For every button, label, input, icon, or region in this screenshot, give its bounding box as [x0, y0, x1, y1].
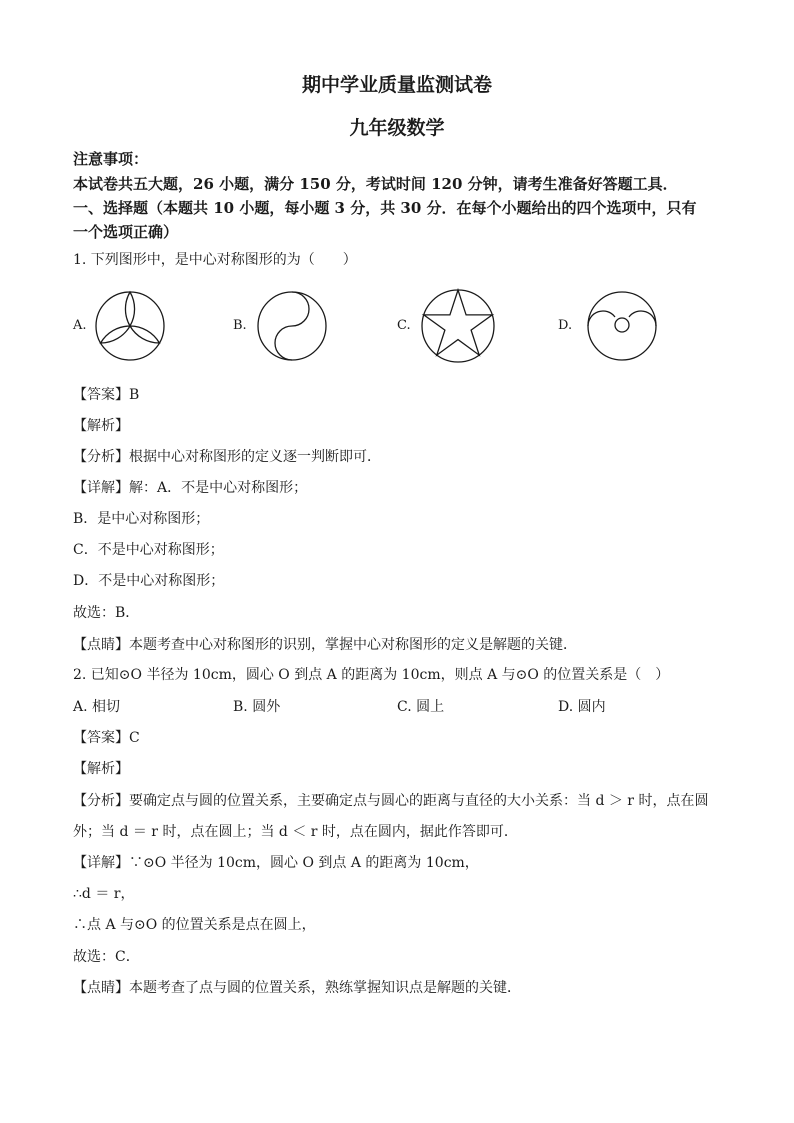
q2-option-d: D. 圆内: [558, 699, 606, 715]
right-arc: [629, 311, 656, 326]
q1-option-c-figure: [420, 288, 496, 364]
q2-stem: 2. 已知⊙O 半径为 10cm，圆心 O 到点 A 的距离为 10cm，则点 A 与⊙O 的位置关系是（ ）: [73, 667, 670, 683]
q2-option-c: C. 圆上: [397, 699, 445, 715]
q2-choice: 故选：C．: [73, 949, 140, 965]
q1-option-c-label: C.: [397, 318, 411, 333]
q2-answer: 【答案】C: [73, 730, 140, 746]
section1-line2: 一个选项正确）: [73, 223, 179, 241]
petal-top: [125, 292, 134, 326]
q1-dianjing: 【点睛】本题考查中心对称图形的识别，掌握中心对称图形的定义是解题的关键．: [73, 637, 577, 653]
s-curve: [275, 292, 309, 360]
q1-fenxi: 【分析】根据中心对称图形的定义逐一判断即可．: [73, 449, 381, 465]
petal-right: [130, 326, 159, 343]
notice-line: 本试卷共五大题，26 小题，满分 150 分，考试时间 120 分钟，请考生准备好答题工具．: [73, 175, 678, 193]
q2-option-a: A. 相切: [73, 699, 121, 715]
section1-line1: 一、选择题（本题共 10 小题，每小题 3 分，共 30 分．在每个小题给出的四个选项中，只有: [73, 199, 697, 217]
left-arc: [588, 311, 615, 326]
q2-option-b: B. 圆外: [233, 699, 281, 715]
outer-circle: [422, 290, 494, 362]
q1-option-d-figure: [586, 290, 658, 362]
q2-step2: ∴点 A 与⊙O 的位置关系是点在圆上，: [73, 917, 316, 933]
q1-option-d-label: D.: [558, 318, 573, 333]
q1-option-c-judgement: C．不是中心对称图形；: [73, 542, 224, 558]
small-circle: [615, 318, 629, 332]
notice-heading: 注意事项：: [73, 150, 149, 168]
q2-xiangjie: 【详解】∵⊙O 半径为 10cm，圆心 O 到点 A 的距离为 10cm，: [73, 855, 479, 871]
petal-left: [101, 326, 130, 343]
q1-choice: 故选：B．: [73, 605, 140, 621]
q2-fenxi-line2: 外；当 d ＝ r 时，点在圆上；当 d ＜ r 时，点在圆内，据此作答即可．: [73, 824, 518, 840]
q2-analysis-head: 【解析】: [73, 761, 129, 777]
q2-dianjing: 【点睛】本题考查了点与圆的位置关系，熟练掌握知识点是解题的关键．: [73, 980, 521, 996]
q1-option-b-figure: [256, 290, 328, 362]
q2-fenxi-line1: 【分析】要确定点与圆的位置关系，主要确定点与圆心的距离与直径的大小关系：当 d ＞ r 时，点在圆: [73, 793, 709, 809]
q1-option-a-label: A.: [73, 318, 87, 333]
page-subtitle: 九年级数学: [349, 117, 445, 139]
q1-xiangjie: 【详解】解：A．不是中心对称图形；: [73, 480, 308, 496]
q1-answer: 【答案】B: [73, 387, 140, 403]
q1-analysis-head: 【解析】: [73, 418, 129, 434]
outer-circle: [588, 292, 656, 360]
q1-option-d-judgement: D．不是中心对称图形；: [73, 573, 225, 589]
q1-option-b-judgement: B．是中心对称图形；: [73, 511, 210, 527]
q2-step1: ∴d ＝ r，: [73, 886, 135, 902]
q1-option-a-figure: [94, 290, 166, 362]
page-title: 期中学业质量监测试卷: [301, 74, 492, 96]
q1-stem: 1. 下列图形中，是中心对称图形的为（ ）: [73, 252, 357, 268]
q1-option-b-label: B.: [233, 318, 247, 333]
